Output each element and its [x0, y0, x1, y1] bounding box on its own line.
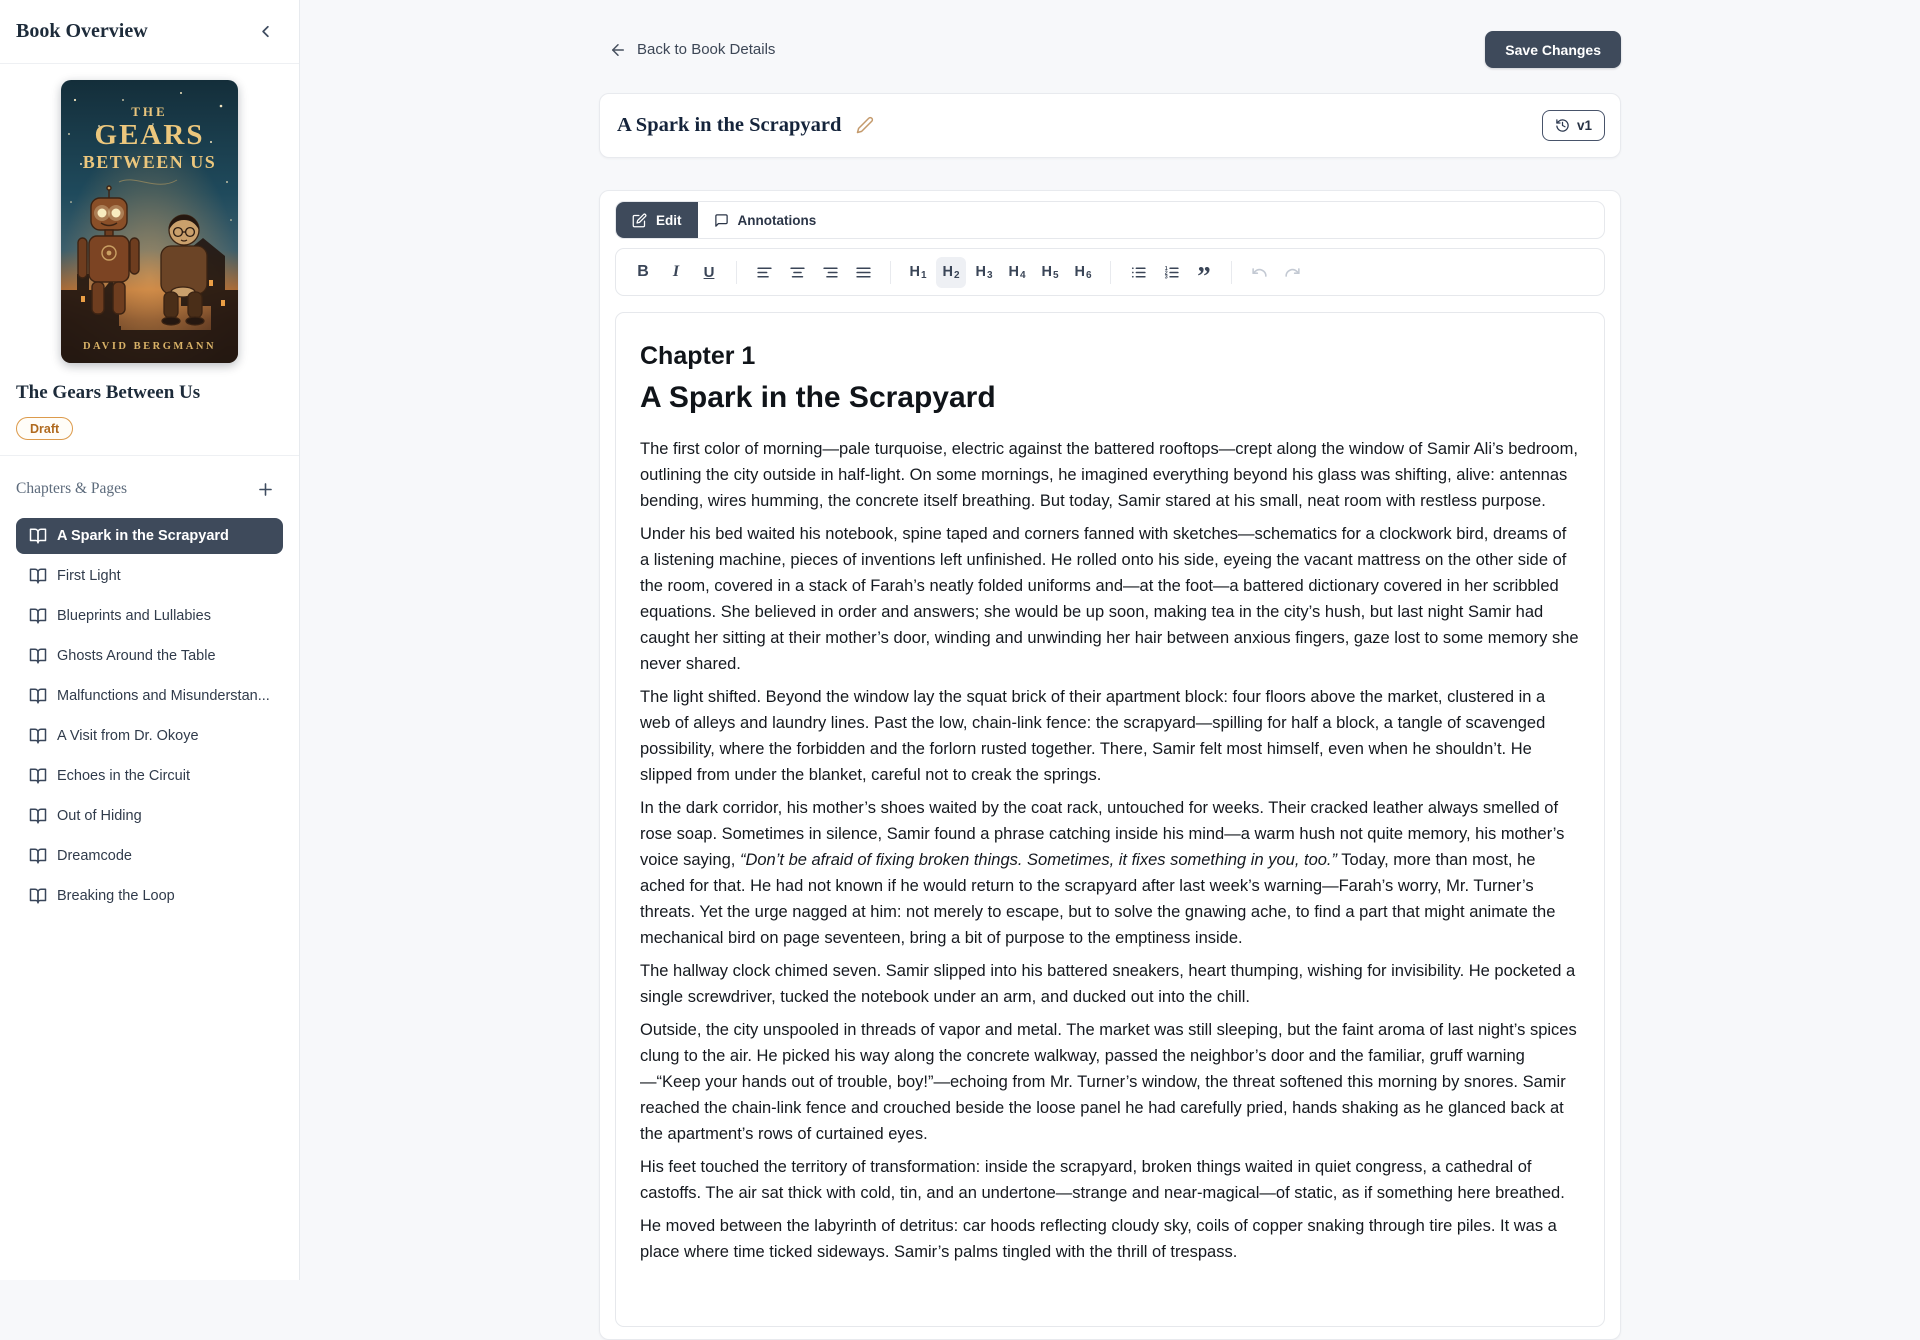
paragraph[interactable] — [640, 958, 1580, 1010]
align-center-button[interactable] — [782, 257, 812, 288]
add-chapter-button[interactable] — [251, 475, 279, 503]
align-justify-icon — [855, 264, 872, 281]
title-card — [599, 93, 1621, 158]
paragraph[interactable] — [640, 684, 1580, 788]
chapter-label: A Spark in the Scrapyard — [57, 528, 229, 544]
text-run: Outside, the city unspooled in threads of vapor and metal. The market was still sleeping, but the faint aroma of last night’s spices clung to the air. He picked his way along the concrete walkway, passed the neighbor’s door and the familiar, gruff warning—“Keep your hands out of trouble, boy!”—echoing from Mr. Turner’s window, the threat softened this morning by snores. Samir reached the chain-link fence and crouched beside the loose panel he had carefully pried, hands shaking as he glanced back at the apartment’s rows of curtained eyes. — [640, 1021, 1577, 1143]
arrow-left-icon — [609, 41, 627, 59]
text-run: The first color of morning—pale turquoise, electric against the battered rooftops—crept along the window of Samir Ali’s bedroom, outlining the city outside in half-light. On some mornings, he imagined everything beyond his glass was shifting, alive: antennas bending, wires humming, the concrete itself breathing. But today, Samir stared at his small, neat room with restless purpose. — [640, 440, 1578, 510]
sidebar-item-chapter[interactable] — [16, 558, 283, 594]
chapters-pages-label: Chapters & Pages — [16, 480, 127, 498]
chapter-label: Malfunctions and Misunderstan... — [57, 688, 270, 704]
chapter-label: First Light — [57, 568, 121, 584]
sidebar-item-chapter[interactable] — [16, 678, 283, 714]
book-open-icon — [29, 607, 47, 625]
align-right-button[interactable] — [815, 257, 845, 288]
tab-edit[interactable] — [616, 202, 698, 238]
book-title: The Gears Between Us — [16, 382, 283, 404]
book-cover — [61, 80, 238, 363]
back-to-book-details-link[interactable] — [609, 41, 775, 59]
content-title[interactable]: A Spark in the Scrapyard — [640, 383, 1580, 413]
toolbar-separator — [1231, 261, 1232, 284]
align-center-icon — [789, 264, 806, 281]
bullet-list-button[interactable] — [1123, 257, 1153, 288]
plus-icon — [256, 480, 275, 499]
blockquote-icon: ” — [1196, 264, 1213, 281]
heading-4-button[interactable]: H 4 — [1002, 257, 1032, 288]
cover-title-top: THE — [131, 104, 167, 119]
sidebar-header — [0, 0, 299, 64]
text-run: In the dark corridor, his mother’s shoes waited by the coat rack, untouched for weeks. Their cracked leather always smelled of rose soap. Sometimes in silence, Samir found a phrase catching inside his mind—a warm hush not quite memory, his mother’s voice saying, — [640, 799, 1564, 869]
heading-5-button[interactable]: H 5 — [1035, 257, 1065, 288]
page-title: A Spark in the Scrapyard — [617, 114, 841, 137]
chapter-label: Ghosts Around the Table — [57, 648, 216, 664]
book-open-icon — [29, 807, 47, 825]
italic-run: “Don’t be afraid of fixing broken things. Sometimes, it fixes something in you, too.” — [740, 851, 1337, 869]
back-link-label: Back to Book Details — [637, 41, 775, 58]
topbar — [599, 0, 1621, 68]
chapter-label: Blueprints and Lullabies — [57, 608, 211, 624]
book-open-icon — [29, 887, 47, 905]
ordered-list-button[interactable] — [1156, 257, 1186, 288]
cover-author: DAVID BERGMANN — [83, 341, 216, 352]
book-cover-art — [61, 80, 238, 363]
svg-text:1: 1 — [1164, 266, 1167, 272]
editor-card — [599, 190, 1621, 1340]
tab-label: Annotations — [738, 213, 817, 228]
divider — [0, 455, 299, 456]
paragraph[interactable] — [640, 1017, 1580, 1147]
book-open-icon — [29, 687, 47, 705]
sidebar — [0, 0, 300, 1280]
sidebar-item-chapter[interactable] — [16, 838, 283, 874]
toolbar-separator — [890, 261, 891, 284]
editor-content[interactable] — [615, 312, 1605, 1327]
bullet-list-icon — [1130, 264, 1147, 281]
edit-title-button[interactable] — [855, 116, 875, 136]
undo-icon — [1251, 264, 1268, 281]
paragraph[interactable] — [640, 1154, 1580, 1206]
text-run: The hallway clock chimed seven. Samir slipped into his battered sneakers, heart thumping, wishing for invisibility. He pocketed a single screwdriver, tucked the notebook under an arm, and ducked out into the chill. — [640, 962, 1575, 1006]
paragraph[interactable] — [640, 521, 1580, 677]
sidebar-item-chapter[interactable] — [16, 598, 283, 634]
chapter-label[interactable]: Chapter 1 — [640, 344, 1580, 369]
chapter-label: Out of Hiding — [57, 808, 142, 824]
chapter-list — [16, 518, 283, 914]
sidebar-item-chapter[interactable] — [16, 638, 283, 674]
undo-button[interactable] — [1244, 257, 1274, 288]
redo-button[interactable] — [1277, 257, 1307, 288]
save-changes-button[interactable]: Save Changes — [1485, 31, 1621, 68]
sidebar-item-chapter[interactable] — [16, 798, 283, 834]
tab-annotations[interactable] — [698, 202, 833, 238]
paragraph[interactable] — [640, 795, 1580, 951]
sidebar-item-chapter[interactable] — [16, 518, 283, 554]
editor-toolbar — [615, 248, 1605, 296]
editor-tabs — [615, 201, 1605, 239]
tab-label: Edit — [656, 213, 682, 228]
toolbar-separator — [1110, 261, 1111, 284]
chapter-label: Breaking the Loop — [57, 888, 175, 904]
text-run: His feet touched the territory of transformation: inside the scrapyard, broken things waited in quiet congress, a cathedral of castoffs. The air sat thick with cold, tin, and an undertone—strange and near-magical—of static, as if something here breathed. — [640, 1158, 1565, 1202]
bold-button[interactable]: B — [628, 257, 658, 288]
paragraph[interactable] — [640, 436, 1580, 514]
redo-icon — [1284, 264, 1301, 281]
collapse-sidebar-button[interactable] — [251, 18, 279, 46]
comment-icon — [714, 213, 729, 228]
heading-3-button[interactable]: H 3 — [969, 257, 999, 288]
chevron-left-icon — [256, 22, 275, 41]
book-open-icon — [29, 527, 47, 545]
align-right-icon — [822, 264, 839, 281]
chapter-label: A Visit from Dr. Okoye — [57, 728, 199, 744]
cover-title-main: GEARS — [95, 119, 205, 151]
text-run: Under his bed waited his notebook, spine taped and corners fanned with sketches—schematics for a clockwork bird, dreams of a listening machine, pieces of inventions left unfinished. He rolled onto his side, eyeing the vacant mattress on the other side of the room, covered in a stack of Farah’s neatly folded uniforms and—at the foot—a battered dictionary covered in her scribbled equations. She believed in order and answers; she would be up soon, making tea in the city’s hush, but last night Samir had caught her sitting at their mother’s door, winding and unwinding her hair between anxious fingers, gaze lost to some memory she never shared. — [640, 525, 1579, 673]
heading-6-button[interactable]: H 6 — [1068, 257, 1098, 288]
align-left-button[interactable] — [749, 257, 779, 288]
sidebar-item-chapter[interactable] — [16, 758, 283, 794]
text-run: Today, more than most, he ached for that. He had not known if he would return to the scrapyard after last week’s warning—Farah’s worry, Mr. Turner’s threats. Yet the urge nagged at him: not merely to escape, but to solve the gnawing ache, to find a part that might animate the mechanical bird on page seventeen, bring a bit of purpose to the emptiness inside. — [640, 851, 1555, 947]
book-open-icon — [29, 767, 47, 785]
book-open-icon — [29, 567, 47, 585]
cover-title-sub: BETWEEN US — [83, 152, 217, 172]
version-history-button[interactable] — [1542, 110, 1605, 141]
pencil-icon — [856, 116, 874, 134]
pencil-square-icon — [632, 213, 647, 228]
heading-2-button[interactable]: H 2 — [936, 257, 966, 288]
paragraph[interactable] — [640, 1213, 1580, 1265]
toolbar-separator — [736, 261, 737, 284]
chapter-label: Echoes in the Circuit — [57, 768, 190, 784]
blockquote-button[interactable] — [1189, 257, 1219, 288]
svg-text:3: 3 — [1164, 274, 1167, 280]
align-left-icon — [756, 264, 773, 281]
book-open-icon — [29, 847, 47, 865]
text-run: He moved between the labyrinth of detritus: car hoods reflecting cloudy sky, coils of copper snaking through tire piles. It was a place where time ticked sideways. Samir’s palms tingled with the thrill of trespass. — [640, 1217, 1557, 1261]
heading-1-button[interactable]: H 1 — [903, 257, 933, 288]
editor-body — [640, 436, 1580, 1265]
main-area — [300, 0, 1920, 1280]
book-open-icon — [29, 647, 47, 665]
sidebar-item-chapter[interactable] — [16, 878, 283, 914]
sidebar-item-chapter[interactable] — [16, 718, 283, 754]
history-icon — [1555, 118, 1570, 133]
ordered-list-icon — [1163, 264, 1180, 281]
italic-button[interactable]: I — [661, 257, 691, 288]
text-run: The light shifted. Beyond the window lay the squat brick of their apartment block: four floors above the market, clustered in a web of alleys and laundry lines. Past the low, chain-link fence: the scrapyard—spilling for half a block, a tangle of scavenged possibility, where the forbidden and the forlorn rusted together. There, Samir felt most himself, even when he shouldn’t. He slipped from under the blanket, careful not to creak the springs. — [640, 688, 1545, 784]
underline-button[interactable]: U — [694, 257, 724, 288]
status-badge: Draft — [16, 417, 73, 440]
book-open-icon — [29, 727, 47, 745]
version-label: v1 — [1577, 118, 1592, 133]
align-justify-button[interactable] — [848, 257, 878, 288]
chapter-label: Dreamcode — [57, 848, 132, 864]
svg-text:2: 2 — [1164, 270, 1167, 276]
sidebar-title: Book Overview — [16, 20, 148, 43]
